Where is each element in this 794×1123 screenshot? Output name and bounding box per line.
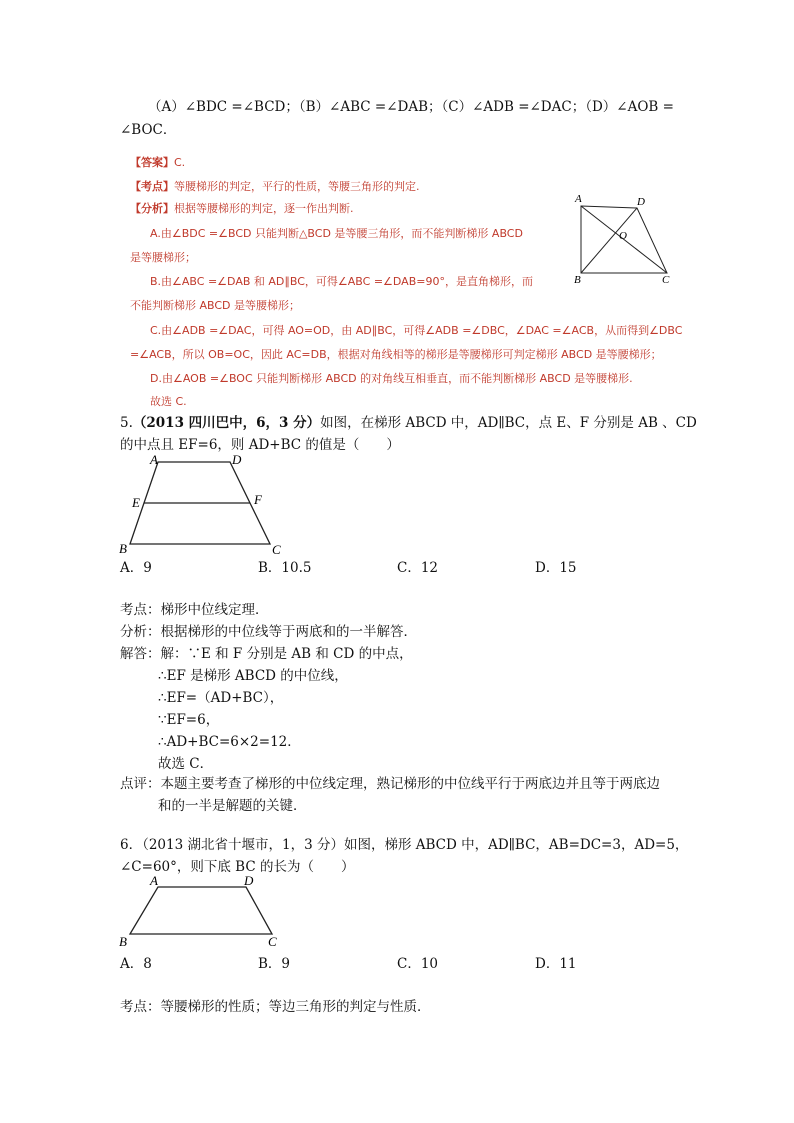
q5-stem-line1: 5.（2013 四川巴中，6，3 分）如图，在梯形 ABCD 中，AD∥BC，点 E、F 分别是 AB 、CD [120,415,697,431]
q5-jieda-1: 解答：解：∵E 和 F 分别是 AB 和 CD 的中点， [120,646,413,662]
q5-label-e: E [132,495,140,510]
q4-line-d: D.由∠AOB =∠BOC 只能判断梯形 ABCD 的对角线互相垂直，而不能判断梯形 ABCD 是等腰梯形. [150,372,633,385]
q5-jieda-6: 故选 C． [158,756,214,772]
q4-label-b: B [574,274,581,286]
q6-option-b: B．9 [258,956,291,972]
q4-line-c1: C.由∠ADB =∠DAC，可得 AO=OD，由 AD∥BC，可得∠ADB =∠DBC，∠DAC =∠ACB，从而得到∠DBC [150,324,683,337]
q5-dianping-2: 和的一半是解题的关键． [158,798,307,814]
q6-option-d: D．11 [535,956,577,972]
q4-options-line2: ∠BOC． [120,122,177,138]
q4-label-c: C [662,274,670,286]
q4-label-a: A [575,193,582,205]
q4-line-conclusion: 故选 C. [150,395,187,408]
q4-line-b1: B.由∠ABC =∠DAB 和 AD∥BC，可得∠ABC =∠DAB=90°，是直角梯形，而 [150,275,533,288]
q4-line-a2: 是等腰梯形； [130,251,196,264]
q5-jieda-4: ∵EF=6， [158,712,220,728]
q4-figure [568,190,678,290]
q4-line-a1: A.由∠BDC =∠BCD 只能判断△BCD 是等腰三角形，而不能判断梯形 ABCD [150,227,523,240]
q4-diagonal-bd [581,208,637,273]
q5-label-c: C [272,542,281,557]
q5-jieda-2: ∴EF 是梯形 ABCD 的中位线， [158,668,348,684]
q6-option-c: C．10 [397,956,439,972]
q5-option-d: D．15 [535,560,577,576]
q5-stem-line2: 的中点且 EF=6，则 AD+BC 的值是（ ） [120,437,400,453]
q6-label-a: A [150,873,158,888]
q5-label-a: A [150,452,158,467]
q5-label-b: B [119,541,127,556]
q5-figure [118,452,298,560]
q6-label-b: B [119,934,127,949]
q5-label-d: D [232,452,242,467]
q6-kaodian: 考点：等腰梯形的性质；等边三角形的判定与性质． [120,999,431,1015]
q5-option-b: B．10.5 [258,560,312,576]
q6-option-a: A．8 [120,956,152,972]
q5-jieda-3: ∴EF=（AD+BC）， [158,690,284,706]
q6-stem-line1: 6．（2013 湖北省十堰市，1，3 分）如图，梯形 ABCD 中，AD∥BC，AB=DC=3，AD=5， [120,837,689,853]
q5-fenxi: 分析：根据梯形的中位线等于两底和的一半解答． [120,624,417,640]
q6-trapezoid [130,887,272,934]
q4-answer: 【答案】C. [130,156,186,169]
q4-line-b2: 不能判断梯形 ABCD 是等腰梯形； [130,299,301,312]
q4-label-d: D [637,196,645,208]
q6-label-c: C [268,934,277,949]
q6-stem-line2: ∠C=60°，则下底 BC 的长为（ ） [120,859,355,875]
q5-dianping-1: 点评：本题主要考查了梯形的中位线定理，熟记梯形的中位线平行于两底边并且等于两底边 [120,776,660,792]
q4-point: 【考点】等腰梯形的判定，平行的性质，等腰三角形的判定. [130,180,420,193]
q5-jieda-5: ∴AD+BC=6×2=12． [158,734,301,750]
q5-option-a: A．9 [120,560,152,576]
q5-kaodian: 考点：梯形中位线定理． [120,602,269,618]
q4-analysis: 【分析】根据等腰梯形的判定，逐一作出判断. [130,202,354,215]
q6-label-d: D [244,873,254,888]
q4-line-c2: =∠ACB，所以 OB=OC，因此 AC=DB，根据对角线相等的梯形是等腰梯形可判定梯形 ABCD 是等腰梯形； [130,348,662,361]
q6-figure [118,872,288,952]
q5-label-f: F [254,492,262,507]
q5-option-c: C．12 [397,560,439,576]
q4-options-line1: （A）∠BDC =∠BCD；（B）∠ABC =∠DAB；（C）∠ADB =∠DAC；（D）∠AOB = [148,99,674,115]
q4-label-o: O [619,230,627,242]
